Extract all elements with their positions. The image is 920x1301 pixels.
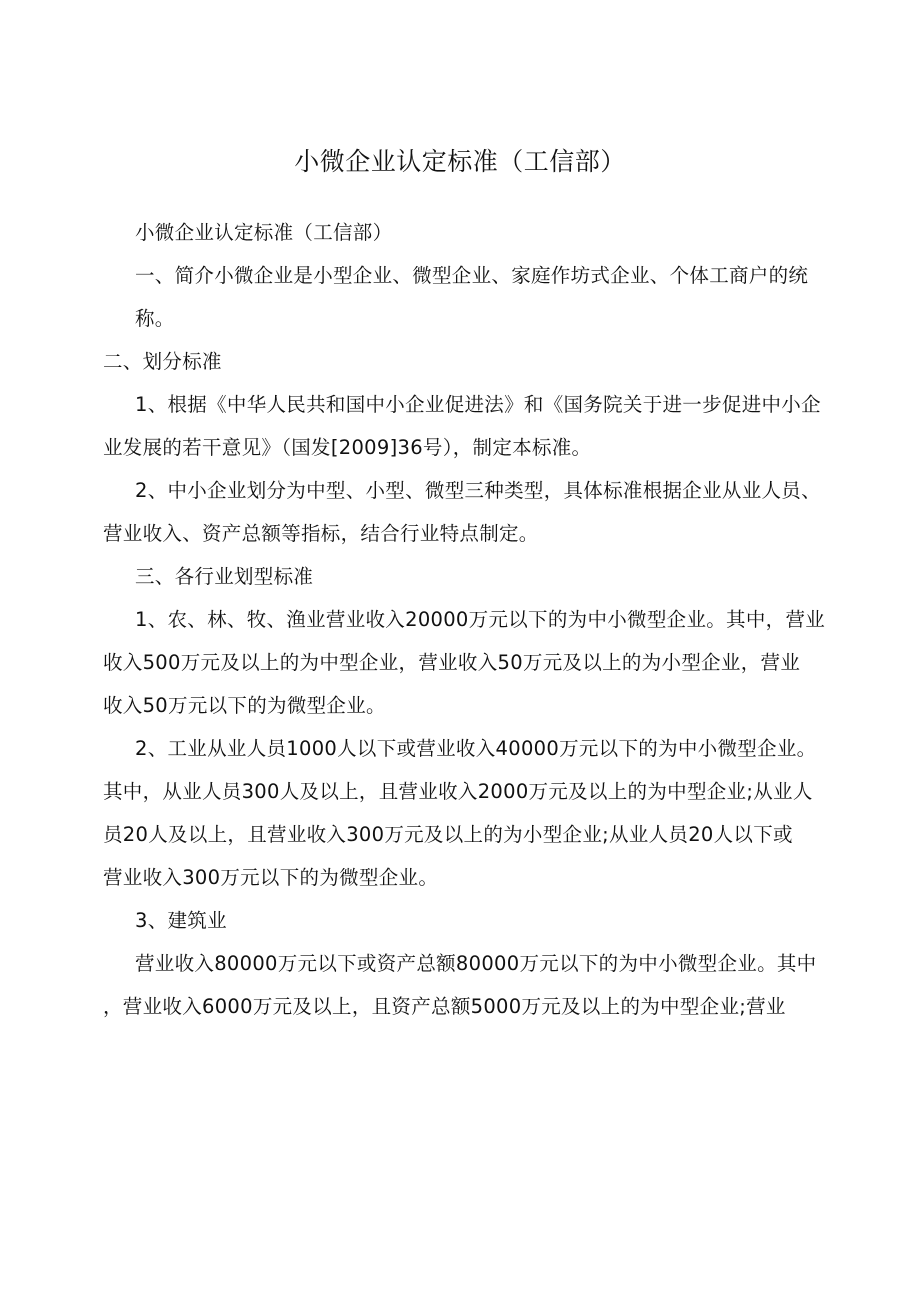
subtitle-line: 小微企业认定标准（工信部） — [135, 221, 393, 244]
text-line: 2、中小企业划分为中型、小型、微型三种类型，具体标准根据企业从业人员、 — [135, 479, 821, 502]
document-title: 小微企业认定标准（工信部） — [294, 147, 626, 176]
text-line: 一、简介小微企业是小型企业、微型企业、家庭作坊式企业、个体工商户的统 — [135, 264, 809, 287]
text-line: 业发展的若干意见》（国发[2009]36号），制定本标准。 — [103, 436, 592, 459]
text-line: 营业收入、资产总额等指标，结合行业特点制定。 — [103, 522, 539, 545]
text-line: 3、建筑业 — [135, 909, 227, 932]
text-line: 员20人及以上，且营业收入300万元及以上的为小型企业;从业人员20人以下或 — [103, 823, 793, 846]
text-line: 收入50万元以下的为微型企业。 — [103, 694, 386, 717]
text-line: 营业收入300万元以下的为微型企业。 — [103, 866, 439, 889]
section-heading: 三、各行业划型标准 — [135, 565, 314, 588]
section-heading: 二、划分标准 — [103, 350, 222, 373]
text-line: ，营业收入6000万元及以上，且资产总额5000万元及以上的为中型企业;营业 — [103, 995, 786, 1018]
text-line: 称。 — [135, 307, 175, 330]
text-line: 1、农、林、牧、渔业营业收入20000万元以下的为中小微型企业。其中，营业 — [135, 608, 826, 631]
text-line: 其中，从业人员300人及以上，且营业收入2000万元及以上的为中型企业;从业人 — [103, 780, 813, 803]
text-line: 营业收入80000万元以下或资产总额80000万元以下的为中小微型企业。其中 — [135, 952, 817, 975]
text-line: 收入500万元及以上的为中型企业，营业收入50万元及以上的为小型企业，营业 — [103, 651, 801, 674]
text-line: 2、工业从业人员1000人以下或营业收入40000万元以下的为中小微型企业。 — [135, 737, 817, 760]
text-line: 1、根据《中华人民共和国中小企业促进法》和《国务院关于进一步促进中小企 — [135, 393, 821, 416]
